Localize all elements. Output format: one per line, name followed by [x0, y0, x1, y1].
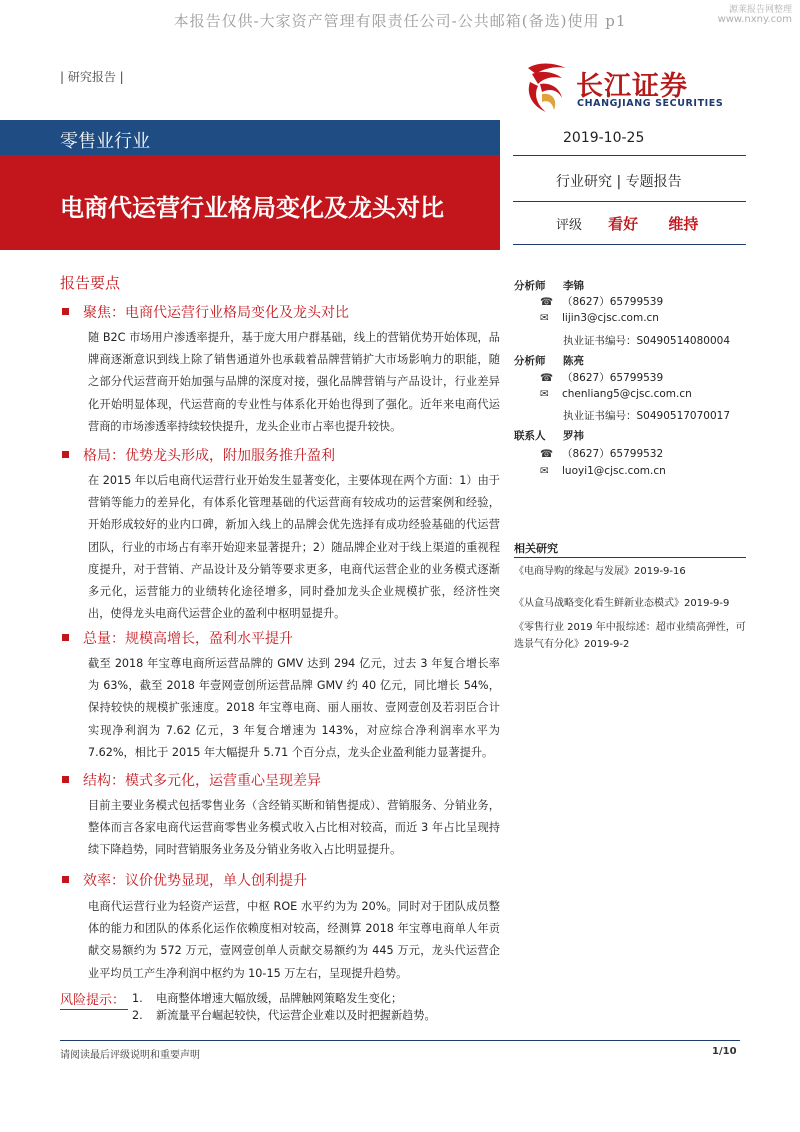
- email-icon: ✉: [540, 312, 549, 324]
- footer-divider: [60, 1040, 740, 1041]
- analyst-email[interactable]: ✉ lijin3@cjsc.com.cn: [540, 312, 659, 324]
- watermark-site-label: 源莱报告网整理: [728, 5, 792, 15]
- related-item[interactable]: 《从盒马战略变化看生鲜新业态模式》2019-9-9: [514, 598, 730, 609]
- analyst-cert: 执业证书编号：S0490514080004: [563, 335, 731, 347]
- analyst-phone: ☎ （8627）65799539: [540, 296, 664, 308]
- square-bullet-icon: [62, 451, 69, 458]
- analyst-phone: ☎ （8627）65799539: [540, 372, 664, 384]
- analyst-role: 分析师: [514, 280, 546, 292]
- analyst-role: 分析师: [514, 355, 546, 367]
- point-body: 在 2015 年以后电商代运营行业开始发生显著变化，主要体现在两个方面：1）由于营销等能力的差异化，有体系化管理基础的代运营商有较成功的运营案例和经验，开始形成较好的业内口碑，新加入线上的品牌会优先选择有成功经验基础的代运营团队，行业的市场占有率开始迎来显著提升；2）随品牌企业对于线上渠道的重视程度提升，对于营销、产品设计及分销等要求更多，电商代运营企业的业务模式逐渐多元化，运营能力的业绩转化途径增多，同时叠加龙头企业规模扩张，经济性突出，使得龙头电商代运营企业的盈利中枢明显提升。: [88, 474, 500, 621]
- point-title: 总量：规模高增长，盈利水平提升: [62, 628, 293, 648]
- rating-row: [556, 213, 724, 234]
- risk-underline: [60, 1009, 128, 1010]
- report-kind: 行业研究 | 专题报告: [556, 174, 682, 190]
- document-type-label: | 研究报告 |: [60, 70, 124, 84]
- email-icon: ✉: [540, 465, 549, 477]
- header-divider: [513, 201, 746, 202]
- point-body: 电商代运营行业为轻资产运营，中枢 ROE 水平约为为 20%。同时对于团队成员整体的能力和团队的体系化运作依赖度相对较高，经测算 2018 年宝尊电商单人年贡献交易额约为 572 万元，壹网壹创单人贡献交易额约为 445 万元，龙头代运营企业平均员工产生净利润中枢约为 10-15 万左右，呈现提升趋势。: [88, 900, 500, 980]
- square-bullet-icon: [62, 308, 69, 315]
- analyst-role: 联系人: [514, 430, 546, 442]
- company-logo: [522, 60, 742, 116]
- rating-action: 维持: [668, 215, 699, 233]
- section-title: 报告要点: [60, 274, 121, 292]
- analyst-name: 罗祎: [563, 430, 584, 442]
- email-icon: ✉: [540, 388, 549, 400]
- related-research-title: 相关研究: [514, 542, 558, 555]
- risk-item: 1. 电商整体增速大幅放缓，品牌触网策略发生变化；: [132, 992, 403, 1005]
- footer-notice: 请阅读最后评级说明和重要声明: [60, 1050, 200, 1061]
- rating-value: 看好: [608, 215, 639, 233]
- risk-label: 风险提示：: [60, 993, 126, 1008]
- risk-item: 2. 新流量平台崛起较快，代运营企业难以及时把握新趋势。: [132, 1009, 436, 1022]
- phone-icon: ☎: [540, 372, 554, 384]
- logo-english-name: CHANGJIANG SECURITIES: [577, 98, 724, 109]
- point-title: 格局：优势龙头形成，附加服务推升盈利: [62, 445, 335, 465]
- analyst-email[interactable]: ✉ luoyi1@cjsc.com.cn: [540, 465, 666, 477]
- watermark-url: www.nxny.com: [717, 14, 792, 25]
- analyst-cert: 执业证书编号：S0490517070017: [563, 410, 731, 422]
- analyst-name: 李锦: [563, 280, 584, 292]
- page-number: 1/10: [712, 1046, 737, 1057]
- square-bullet-icon: [62, 634, 69, 641]
- watermark-text: 本报告仅供-大家资产管理有限责任公司-公共邮箱(备选)使用 p1: [173, 12, 627, 30]
- point-title: 聚焦：电商代运营行业格局变化及龙头对比: [62, 302, 349, 322]
- phone-icon: ☎: [540, 448, 554, 460]
- logo-emblem-icon: [522, 60, 572, 116]
- point-body: 截至 2018 年宝尊电商所运营品牌的 GMV 达到 294 亿元，过去 3 年复合增长率为 63%，截至 2018 年壹网壹创所运营品牌 GMV 约 40 亿元，同比增长 54%，保持较快的规模扩张速度。2018 年宝尊电商、丽人丽妆、壹网壹创及若羽臣合计实现净利润为 7.62 亿元，3 年复合增速为 143%，对应综合净利润率水平为 7.62%，相比于 2015 年大幅提升 5.71 个百分点，龙头企业盈利能力显著提升。: [88, 657, 500, 759]
- related-item[interactable]: 《零售行业 2019 年中报综述：超市业绩高弹性，可选景气有分化》2019-9-2: [514, 622, 746, 650]
- point-body: 随 B2C 市场用户渗透率提升，基于庞大用户群基础，线上的营销优势开始体现，品牌商逐渐意识到线上除了销售通道外也承载着品牌营销扩大市场影响力的职能，随之部分代运营商开始加强与品牌的深度对接，强化品牌营销与产品设计，行业差异化开始明显体现，代运营商的专业性与体系化开始也得到了强化。近年来电商代运营商的市场渗透率持续较快提升，龙头企业市占率也提升较快。: [88, 331, 500, 433]
- analyst-phone: ☎ （8627）65799532: [540, 448, 664, 460]
- logo-chinese-name: 长江证券: [576, 71, 688, 102]
- point-title: 效率：议价优势显现，单人创利提升: [62, 870, 307, 890]
- report-title: 电商代运营行业格局变化及龙头对比: [60, 194, 444, 222]
- point-title: 结构：模式多元化，运营重心呈现差异: [62, 770, 321, 790]
- header-divider: [513, 244, 746, 245]
- related-item[interactable]: 《电商导购的缘起与发展》2019-9-16: [514, 566, 686, 577]
- square-bullet-icon: [62, 876, 69, 883]
- rating-label: 评级: [556, 218, 583, 233]
- report-date: 2019-10-25: [563, 130, 645, 146]
- related-divider: [514, 557, 746, 558]
- square-bullet-icon: [62, 776, 69, 783]
- industry-label: 零售业行业: [60, 131, 150, 152]
- header-divider: [513, 155, 746, 156]
- phone-icon: ☎: [540, 296, 554, 308]
- analyst-email[interactable]: ✉ chenliang5@cjsc.com.cn: [540, 388, 692, 400]
- analyst-name: 陈亮: [563, 355, 584, 367]
- point-body: 目前主要业务模式包括零售业务（含经销买断和销售提成）、营销服务、分销业务，整体而言各家电商代运营商零售业务模式收入占比相对较高，而近 3 年占比呈现持续下降趋势，同时营销服务业务及分销业务收入占比明显提升。: [88, 799, 500, 857]
